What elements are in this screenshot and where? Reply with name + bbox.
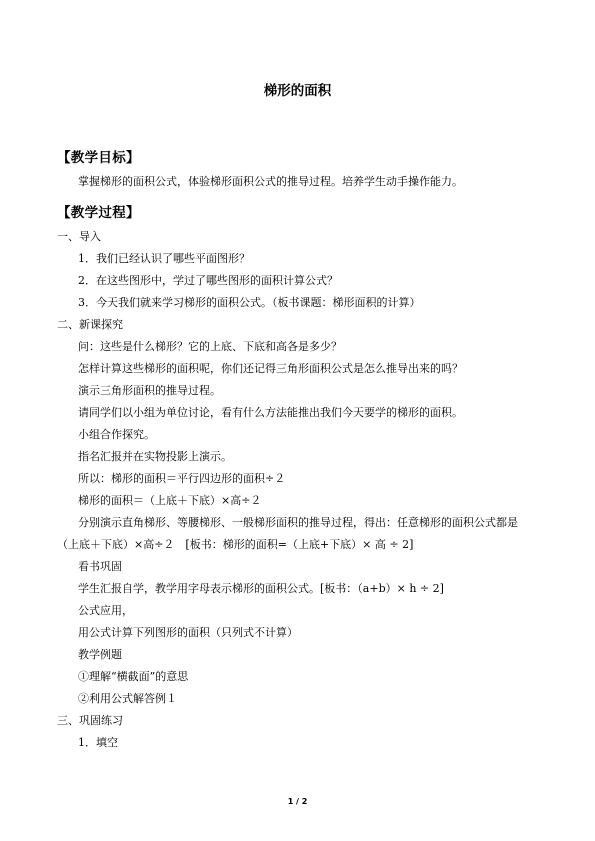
goals-text: 掌握梯形的面积公式，体验梯形面积公式的推导过程。培养学生动手操作能力。 bbox=[78, 175, 463, 188]
formula-line: 所以：梯形的面积＝平行四边形的面积÷２ bbox=[78, 472, 286, 485]
list-item: 1．填空 bbox=[78, 736, 118, 749]
paragraph-line: 用公式计算下列图形的面积（只列式不计算） bbox=[78, 626, 298, 639]
page-title: 梯形的面积 bbox=[263, 83, 332, 99]
paragraph-line: 演示三角形面积的推导过程。 bbox=[78, 384, 221, 397]
paragraph-line: 公式应用， bbox=[78, 604, 133, 617]
list-item: 2．在这些图形中，学过了哪些图形的面积计算公式？ bbox=[78, 274, 338, 287]
paragraph-line: 怎样计算这些梯形的面积呢，你们还记得三角形面积公式是怎么推导出来的吗？ bbox=[78, 362, 463, 375]
paragraph-line: 请同学们以小组为单位讨论，看有什么方法能推出我们今天要学的梯形的面积。 bbox=[78, 406, 463, 419]
list-item: ②利用公式解答例１ bbox=[78, 692, 177, 705]
paragraph-line: 小组合作探究。 bbox=[78, 428, 155, 441]
process-heading: 【教学过程】 bbox=[57, 205, 140, 221]
section-heading-explore: 二、新课探究 bbox=[57, 318, 123, 331]
section-heading-intro: 一、导入 bbox=[57, 230, 101, 243]
paragraph-line: 问：这些是什么梯形？它的上底、下底和高各是多少？ bbox=[78, 340, 342, 353]
goals-heading: 【教学目标】 bbox=[57, 150, 140, 166]
list-item: ①理解“横截面”的意思 bbox=[78, 670, 189, 683]
formula-line: 梯形的面积＝（上底＋下底）×高÷２ bbox=[78, 494, 262, 507]
paragraph-line: 指名汇报并在实物投影上演示。 bbox=[78, 450, 232, 463]
paragraph-line: 学生汇报自学，教学用字母表示梯形的面积公式。[板书：（a+b）× h ÷ 2] bbox=[78, 582, 444, 595]
page-number: 1 / 2 bbox=[287, 797, 308, 806]
list-item: 3．今天我们就来学习梯形的面积公式。（板书课题：梯形面积的计算） bbox=[78, 296, 421, 309]
list-item: 1．我们已经认识了哪些平面图形？ bbox=[78, 252, 250, 265]
paragraph-wrapped: 分别演示直角梯形、等腰梯形、一般梯形面积的推导过程，得出：任意梯形的面积公式都是（上底＋下底）×高÷２ [板书：梯形的面积=（上底+下底）× 高 ÷ 2] bbox=[57, 516, 518, 551]
paragraph-line: 看书巩固 bbox=[78, 560, 122, 573]
section-heading-practice: 三、巩固练习 bbox=[57, 714, 123, 727]
paragraph-line: 教学例题 bbox=[78, 648, 122, 661]
